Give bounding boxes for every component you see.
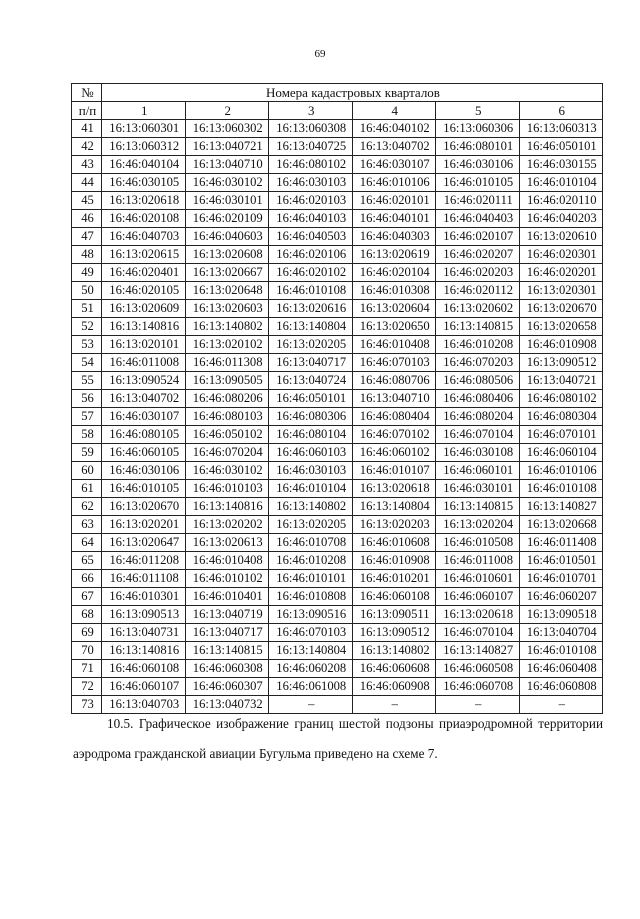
cadastral-number-cell: 16:13:040704 <box>519 624 603 642</box>
cadastral-number-cell: 16:46:060308 <box>185 660 269 678</box>
cadastral-number-cell: 16:46:010208 <box>269 552 353 570</box>
cadastral-number-cell: 16:46:010908 <box>519 336 603 354</box>
row-number: 59 <box>72 444 102 462</box>
table-row <box>72 588 603 606</box>
cadastral-number-cell: – <box>352 696 436 714</box>
row-number: 56 <box>72 390 102 408</box>
cadastral-number-cell: 16:46:060107 <box>102 678 186 696</box>
row-number: 60 <box>72 462 102 480</box>
cadastral-number-cell: 16:13:140815 <box>185 642 269 660</box>
cadastral-number-cell: 16:46:080506 <box>436 372 520 390</box>
cadastral-number-cell: 16:46:020110 <box>519 192 603 210</box>
table-row <box>72 624 603 642</box>
cadastral-number-cell: 16:13:040732 <box>185 696 269 714</box>
cadastral-number-cell: 16:13:140816 <box>102 318 186 336</box>
row-number: 51 <box>72 300 102 318</box>
cadastral-number-cell: 16:46:010104 <box>519 174 603 192</box>
cadastral-number-cell: 16:13:140802 <box>352 642 436 660</box>
cadastral-number-cell: 16:46:010105 <box>102 480 186 498</box>
cadastral-number-cell: 16:46:070204 <box>185 444 269 462</box>
table-row <box>72 606 603 624</box>
table-row <box>72 300 603 318</box>
cadastral-number-cell: 16:13:090511 <box>352 606 436 624</box>
table-row <box>72 318 603 336</box>
cadastral-number-cell: 16:13:140802 <box>185 318 269 336</box>
cadastral-number-cell: 16:13:020668 <box>519 516 603 534</box>
cadastral-number-cell: 16:46:011208 <box>102 552 186 570</box>
table-row <box>72 174 603 192</box>
cadastral-number-cell: 16:13:090513 <box>102 606 186 624</box>
table-row <box>72 120 603 138</box>
cadastral-number-cell: 16:46:080204 <box>436 408 520 426</box>
cadastral-number-cell: 16:13:020670 <box>519 300 603 318</box>
header-row-group <box>72 84 603 102</box>
cadastral-number-cell: 16:46:010401 <box>185 588 269 606</box>
cadastral-number-cell: 16:13:040721 <box>519 372 603 390</box>
cadastral-number-cell: 16:46:020103 <box>269 192 353 210</box>
cadastral-number-cell: 16:46:010908 <box>352 552 436 570</box>
row-number: 58 <box>72 426 102 444</box>
cadastral-number-cell: 16:46:060108 <box>352 588 436 606</box>
cadastral-number-cell: 16:46:080103 <box>185 408 269 426</box>
table-row <box>72 642 603 660</box>
cadastral-number-cell: 16:46:020109 <box>185 210 269 228</box>
cadastral-number-cell: 16:46:080406 <box>436 390 520 408</box>
cadastral-number-cell: 16:13:020618 <box>352 480 436 498</box>
cadastral-number-cell: 16:46:010408 <box>185 552 269 570</box>
table-row <box>72 210 603 228</box>
cadastral-number-cell: 16:13:020610 <box>519 228 603 246</box>
cadastral-number-cell: 16:46:011108 <box>102 570 186 588</box>
page-number: 69 <box>314 48 326 60</box>
cadastral-number-cell: 16:46:070103 <box>352 354 436 372</box>
section-paragraph: 10.5. Графическое изображение границ шестой подзоны приаэродромной территории аэродрома гражданской авиации Бугульма приведено на схеме 7. <box>73 716 603 761</box>
cadastral-number-cell: 16:46:060208 <box>269 660 353 678</box>
row-number: 63 <box>72 516 102 534</box>
cadastral-number-cell: 16:46:010808 <box>269 588 353 606</box>
row-number: 65 <box>72 552 102 570</box>
cadastral-number-cell: 16:46:050101 <box>269 390 353 408</box>
cadastral-number-cell: 16:13:020603 <box>185 300 269 318</box>
cadastral-number-cell: 16:46:050101 <box>519 138 603 156</box>
cadastral-number-cell: 16:46:040503 <box>269 228 353 246</box>
cadastral-number-cell: 16:46:080105 <box>102 426 186 444</box>
row-number: 72 <box>72 678 102 696</box>
table-row <box>72 444 603 462</box>
cadastral-number-cell: 16:46:020203 <box>436 264 520 282</box>
cadastral-number-cell: 16:13:040731 <box>102 624 186 642</box>
cadastral-number-cell: 16:46:060307 <box>185 678 269 696</box>
cadastral-number-cell: 16:13:020102 <box>185 336 269 354</box>
cadastral-number-cell: 16:13:140815 <box>436 318 520 336</box>
cadastral-number-cell: 16:46:020107 <box>436 228 520 246</box>
row-number: 49 <box>72 264 102 282</box>
table-row <box>72 192 603 210</box>
cadastral-number-cell: 16:13:090516 <box>269 606 353 624</box>
cadastral-number-cell: 16:46:080706 <box>352 372 436 390</box>
cadastral-number-cell: 16:46:080104 <box>269 426 353 444</box>
row-number: 55 <box>72 372 102 390</box>
table-row <box>72 660 603 678</box>
cadastral-number-cell: 16:13:020658 <box>519 318 603 336</box>
cadastral-number-cell: 16:13:020647 <box>102 534 186 552</box>
table-row <box>72 462 603 480</box>
cadastral-number-cell: 16:46:010108 <box>519 642 603 660</box>
cadastral-number-cell: 16:46:030108 <box>436 444 520 462</box>
cadastral-number-cell: 16:46:060708 <box>436 678 520 696</box>
cadastral-number-cell: 16:46:060105 <box>102 444 186 462</box>
row-number: 71 <box>72 660 102 678</box>
table-row <box>72 426 603 444</box>
cadastral-number-cell: 16:13:020667 <box>185 264 269 282</box>
table-row <box>72 390 603 408</box>
cadastral-number-cell: 16:13:040717 <box>269 354 353 372</box>
cadastral-number-cell: 16:46:060102 <box>352 444 436 462</box>
column-header: 1 <box>102 102 186 120</box>
cadastral-number-cell: 16:46:020105 <box>102 282 186 300</box>
cadastral-number-cell: 16:13:040724 <box>269 372 353 390</box>
table-row <box>72 534 603 552</box>
cadastral-number-cell: 16:13:040721 <box>185 138 269 156</box>
row-number: 42 <box>72 138 102 156</box>
cadastral-number-cell: 16:13:140816 <box>185 498 269 516</box>
table-row <box>72 156 603 174</box>
cadastral-number-cell: 16:46:050102 <box>185 426 269 444</box>
cadastral-number-cell: 16:46:040103 <box>269 210 353 228</box>
cadastral-number-cell: 16:46:070102 <box>352 426 436 444</box>
cadastral-number-cell: 16:46:020301 <box>519 246 603 264</box>
cadastral-number-cell: 16:46:010104 <box>269 480 353 498</box>
cadastral-number-cell: 16:46:040403 <box>436 210 520 228</box>
cadastral-number-cell: 16:13:040702 <box>352 138 436 156</box>
cadastral-number-cell: 16:46:040101 <box>352 210 436 228</box>
cadastral-number-cell: 16:13:060312 <box>102 138 186 156</box>
row-number: 48 <box>72 246 102 264</box>
cadastral-number-cell: 16:46:010501 <box>519 552 603 570</box>
cadastral-number-cell: 16:46:030103 <box>269 462 353 480</box>
cadastral-number-cell: 16:13:020648 <box>185 282 269 300</box>
cadastral-number-cell: 16:46:030101 <box>436 480 520 498</box>
cadastral-number-cell: 16:13:020101 <box>102 336 186 354</box>
cadastral-number-cell: 16:46:030102 <box>185 462 269 480</box>
cadastral-number-cell: 16:46:061008 <box>269 678 353 696</box>
cadastral-number-cell: 16:46:060103 <box>269 444 353 462</box>
row-number: 41 <box>72 120 102 138</box>
group-header: Номера кадастровых кварталов <box>102 84 603 102</box>
table-row <box>72 264 603 282</box>
cadastral-number-cell: 16:46:060508 <box>436 660 520 678</box>
cadastral-number-cell: 16:46:030103 <box>269 174 353 192</box>
row-number: 70 <box>72 642 102 660</box>
cadastral-number-cell: 16:13:020301 <box>519 282 603 300</box>
cadastral-number-cell: 16:46:030107 <box>102 408 186 426</box>
row-number: 64 <box>72 534 102 552</box>
cadastral-number-cell: 16:13:020205 <box>269 516 353 534</box>
table-row <box>72 408 603 426</box>
cadastral-number-cell: 16:46:020102 <box>269 264 353 282</box>
cadastral-number-cell: 16:46:010301 <box>102 588 186 606</box>
cadastral-number-cell: 16:46:030106 <box>102 462 186 480</box>
table-row <box>72 354 603 372</box>
column-header: 3 <box>269 102 353 120</box>
cadastral-number-cell: 16:13:060306 <box>436 120 520 138</box>
row-number: 62 <box>72 498 102 516</box>
row-number: 61 <box>72 480 102 498</box>
cadastral-number-cell: 16:46:010201 <box>352 570 436 588</box>
column-header: 6 <box>519 102 603 120</box>
cadastral-number-cell: 16:13:040719 <box>185 606 269 624</box>
cadastral-number-cell: 16:46:070104 <box>436 624 520 642</box>
cadastral-number-cell: 16:46:060108 <box>102 660 186 678</box>
cadastral-number-cell: 16:46:010708 <box>269 534 353 552</box>
cadastral-number-cell: 16:13:140827 <box>519 498 603 516</box>
cadastral-number-cell: 16:46:011408 <box>519 534 603 552</box>
cadastral-number-cell: 16:46:060608 <box>352 660 436 678</box>
cadastral-number-cell: 16:46:040603 <box>185 228 269 246</box>
cadastral-number-cell: 16:46:080304 <box>519 408 603 426</box>
table-row <box>72 552 603 570</box>
cadastral-number-cell: 16:13:140815 <box>436 498 520 516</box>
cadastral-number-cell: 16:46:070103 <box>269 624 353 642</box>
cadastral-number-cell: 16:13:040725 <box>269 138 353 156</box>
row-number: 43 <box>72 156 102 174</box>
cadastral-number-cell: 16:46:010107 <box>352 462 436 480</box>
cadastral-number-cell: 16:46:080206 <box>185 390 269 408</box>
row-number: 53 <box>72 336 102 354</box>
cadastral-number-cell: 16:13:020618 <box>436 606 520 624</box>
table-row <box>72 336 603 354</box>
cadastral-number-cell: 16:13:020616 <box>269 300 353 318</box>
row-number: 68 <box>72 606 102 624</box>
cadastral-number-cell: 16:46:020207 <box>436 246 520 264</box>
cadastral-number-cell: 16:13:060301 <box>102 120 186 138</box>
cadastral-number-cell: 16:46:080102 <box>519 390 603 408</box>
row-number: 54 <box>72 354 102 372</box>
cadastral-number-cell: 16:46:060908 <box>352 678 436 696</box>
cadastral-number-cell: 16:46:010106 <box>519 462 603 480</box>
table-row <box>72 570 603 588</box>
cadastral-number-cell: 16:13:140804 <box>269 318 353 336</box>
cadastral-number-cell: 16:13:020615 <box>102 246 186 264</box>
cadastral-number-cell: 16:46:080404 <box>352 408 436 426</box>
cadastral-number-cell: 16:46:010601 <box>436 570 520 588</box>
cadastral-number-cell: 16:46:011308 <box>185 354 269 372</box>
cadastral-number-cell: 16:46:080102 <box>269 156 353 174</box>
cadastral-number-cell: 16:13:090505 <box>185 372 269 390</box>
cadastral-number-cell: – <box>519 696 603 714</box>
cadastral-number-cell: 16:46:010108 <box>269 282 353 300</box>
number-header: № <box>72 84 102 102</box>
cadastral-number-cell: 16:13:140827 <box>436 642 520 660</box>
cadastral-number-cell: 16:46:030101 <box>185 192 269 210</box>
cadastral-number-cell: 16:13:020202 <box>185 516 269 534</box>
cadastral-number-cell: 16:46:020112 <box>436 282 520 300</box>
cadastral-number-cell: 16:46:030105 <box>102 174 186 192</box>
column-header: 2 <box>185 102 269 120</box>
cadastral-number-cell: 16:46:060207 <box>519 588 603 606</box>
table-row <box>72 228 603 246</box>
cadastral-number-cell: 16:13:090524 <box>102 372 186 390</box>
cadastral-number-cell: 16:46:080306 <box>269 408 353 426</box>
cadastral-number-cell: 16:46:010701 <box>519 570 603 588</box>
table-body <box>72 120 603 714</box>
cadastral-number-cell: 16:46:070101 <box>519 426 603 444</box>
cadastral-number-cell: 16:13:140804 <box>269 642 353 660</box>
cadastral-number-cell: 16:46:020101 <box>352 192 436 210</box>
cadastral-number-cell: 16:13:020618 <box>102 192 186 210</box>
row-number: 46 <box>72 210 102 228</box>
cadastral-number-cell: 16:13:020670 <box>102 498 186 516</box>
cadastral-number-cell: 16:13:040710 <box>352 390 436 408</box>
table-row <box>72 246 603 264</box>
cadastral-number-cell: 16:13:060313 <box>519 120 603 138</box>
cadastral-number-cell: 16:46:010208 <box>436 336 520 354</box>
cadastral-number-cell: 16:46:020201 <box>519 264 603 282</box>
cadastral-number-cell: – <box>269 696 353 714</box>
cadastral-number-cell: 16:13:040717 <box>185 624 269 642</box>
cadastral-quarters-table <box>71 83 603 714</box>
cadastral-number-cell: 16:13:020203 <box>352 516 436 534</box>
table-row <box>72 138 603 156</box>
cadastral-number-cell: 16:46:011008 <box>102 354 186 372</box>
column-header: 5 <box>436 102 520 120</box>
cadastral-number-cell: 16:13:140802 <box>269 498 353 516</box>
cadastral-number-cell: 16:46:060101 <box>436 462 520 480</box>
cadastral-number-cell: 16:46:010103 <box>185 480 269 498</box>
cadastral-number-cell: 16:46:060408 <box>519 660 603 678</box>
row-number: 50 <box>72 282 102 300</box>
table-row <box>72 678 603 696</box>
cadastral-number-cell: 16:13:140816 <box>102 642 186 660</box>
cadastral-number-cell: 16:13:020602 <box>436 300 520 318</box>
cadastral-number-cell: 16:46:020401 <box>102 264 186 282</box>
table-row <box>72 282 603 300</box>
cadastral-number-cell: 16:13:020650 <box>352 318 436 336</box>
table-row <box>72 372 603 390</box>
cadastral-number-cell: 16:46:060808 <box>519 678 603 696</box>
cadastral-number-cell: 16:46:010108 <box>519 480 603 498</box>
cadastral-number-cell: 16:13:140804 <box>352 498 436 516</box>
cadastral-number-cell: 16:46:060107 <box>436 588 520 606</box>
cadastral-number-cell: 16:13:090512 <box>352 624 436 642</box>
cadastral-number-cell: 16:46:020108 <box>102 210 186 228</box>
cadastral-number-cell: 16:46:020111 <box>436 192 520 210</box>
cadastral-number-cell: 16:13:090518 <box>519 606 603 624</box>
cadastral-number-cell: 16:13:040710 <box>185 156 269 174</box>
cadastral-number-cell: 16:46:010101 <box>269 570 353 588</box>
cadastral-number-cell: 16:13:020613 <box>185 534 269 552</box>
cadastral-number-cell: 16:46:060104 <box>519 444 603 462</box>
cadastral-number-cell: 16:46:011008 <box>436 552 520 570</box>
row-number: 45 <box>72 192 102 210</box>
row-number: 57 <box>72 408 102 426</box>
row-number: 44 <box>72 174 102 192</box>
cadastral-number-cell: 16:46:040703 <box>102 228 186 246</box>
cadastral-number-cell: 16:13:020609 <box>102 300 186 318</box>
cadastral-number-cell: 16:13:020204 <box>436 516 520 534</box>
cadastral-number-cell: 16:46:030155 <box>519 156 603 174</box>
cadastral-number-cell: 16:46:040102 <box>352 120 436 138</box>
cadastral-number-cell: 16:13:020608 <box>185 246 269 264</box>
cadastral-number-cell: 16:46:030107 <box>352 156 436 174</box>
cadastral-number-cell: 16:46:040104 <box>102 156 186 174</box>
cadastral-number-cell: 16:46:010608 <box>352 534 436 552</box>
header-row-columns <box>72 102 603 120</box>
row-number: 66 <box>72 570 102 588</box>
cadastral-number-cell: 16:46:010106 <box>352 174 436 192</box>
cadastral-number-cell: 16:13:040703 <box>102 696 186 714</box>
cadastral-number-cell: 16:46:020106 <box>269 246 353 264</box>
cadastral-number-cell: 16:13:020604 <box>352 300 436 318</box>
row-number: 69 <box>72 624 102 642</box>
number-subheader: п/п <box>72 102 102 120</box>
cadastral-number-cell: 16:46:080101 <box>436 138 520 156</box>
cadastral-number-cell: – <box>436 696 520 714</box>
cadastral-number-cell: 16:46:040203 <box>519 210 603 228</box>
cadastral-number-cell: 16:46:030106 <box>436 156 520 174</box>
cadastral-number-cell: 16:46:010408 <box>352 336 436 354</box>
cadastral-number-cell: 16:46:020104 <box>352 264 436 282</box>
row-number: 67 <box>72 588 102 606</box>
cadastral-number-cell: 16:46:010508 <box>436 534 520 552</box>
cadastral-number-cell: 16:46:030102 <box>185 174 269 192</box>
cadastral-number-cell: 16:13:020619 <box>352 246 436 264</box>
cadastral-number-cell: 16:46:010308 <box>352 282 436 300</box>
table-row <box>72 516 603 534</box>
cadastral-number-cell: 16:13:020201 <box>102 516 186 534</box>
cadastral-number-cell: 16:13:090512 <box>519 354 603 372</box>
cadastral-number-cell: 16:13:060302 <box>185 120 269 138</box>
cadastral-number-cell: 16:13:040702 <box>102 390 186 408</box>
cadastral-number-cell: 16:46:070104 <box>436 426 520 444</box>
cadastral-number-cell: 16:46:010105 <box>436 174 520 192</box>
cadastral-number-cell: 16:46:070203 <box>436 354 520 372</box>
row-number: 47 <box>72 228 102 246</box>
cadastral-number-cell: 16:46:010102 <box>185 570 269 588</box>
cadastral-number-cell: 16:46:040303 <box>352 228 436 246</box>
cadastral-number-cell: 16:13:060308 <box>269 120 353 138</box>
row-number: 52 <box>72 318 102 336</box>
table-row <box>72 480 603 498</box>
cadastral-number-cell: 16:13:020205 <box>269 336 353 354</box>
table-row <box>72 498 603 516</box>
column-header: 4 <box>352 102 436 120</box>
row-number: 73 <box>72 696 102 714</box>
